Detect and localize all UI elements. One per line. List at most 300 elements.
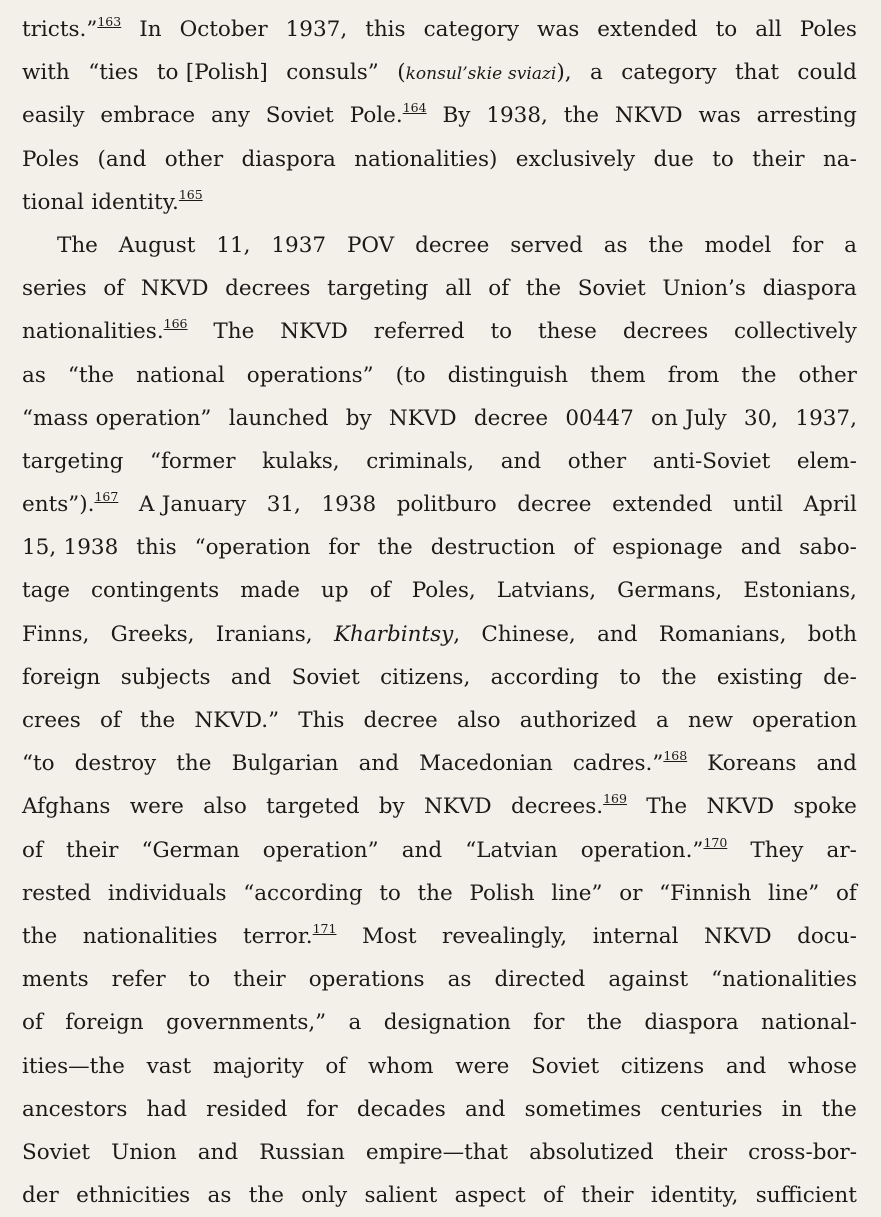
word [465, 829, 557, 872]
word [707, 742, 796, 785]
word [22, 613, 89, 656]
word-text: of [573, 535, 595, 561]
text-line [22, 267, 857, 310]
word [147, 1088, 187, 1131]
word [418, 872, 453, 915]
word [243, 915, 336, 958]
word [748, 1131, 857, 1174]
word [243, 872, 362, 915]
word [768, 872, 819, 915]
word-text: targeting [22, 448, 124, 474]
word [139, 483, 246, 526]
word-text: with [22, 60, 70, 86]
word [688, 699, 733, 742]
word [147, 1045, 192, 1088]
word-text: other [164, 146, 224, 172]
word [533, 1001, 564, 1044]
word [141, 267, 209, 310]
word-text: made [240, 578, 300, 604]
word [491, 656, 599, 699]
word [150, 440, 236, 483]
word-text: targeting [327, 276, 429, 302]
word [75, 742, 157, 785]
word [525, 1088, 642, 1131]
word-text: 1937 [271, 232, 327, 258]
word-text: of [835, 880, 857, 906]
word [412, 569, 476, 612]
word-text: sabo- [799, 535, 857, 561]
word [761, 1001, 857, 1044]
word [346, 397, 372, 440]
word-text: of [22, 837, 43, 863]
word-text: them [590, 362, 646, 388]
word [349, 1001, 362, 1044]
text-line [22, 699, 857, 742]
word [266, 785, 359, 828]
word-text: until [732, 492, 784, 518]
word-text: Greeks, [110, 621, 195, 647]
word [379, 872, 401, 915]
word-text: easily [22, 103, 85, 129]
word-text: operation.” [580, 837, 704, 863]
word-text: 1938, [486, 103, 548, 129]
word-text: exclusively [515, 146, 636, 172]
word-text: resided [206, 1096, 288, 1122]
word-text: was [536, 17, 580, 42]
text-line [22, 829, 857, 872]
word [661, 1088, 763, 1131]
word [195, 526, 311, 569]
word [157, 51, 268, 94]
word [66, 829, 118, 872]
word-text: operation [752, 708, 857, 733]
word-text: Romanians, [658, 621, 787, 647]
word [65, 1001, 143, 1044]
word [797, 51, 856, 94]
word-text: whom [367, 1053, 434, 1079]
footnote-marker[interactable]: 169 [603, 791, 627, 807]
footnote-marker[interactable]: 168 [663, 748, 688, 764]
word [139, 8, 161, 51]
word [717, 656, 803, 699]
word-text: citizens [620, 1053, 705, 1079]
word-text: embrace [100, 103, 196, 129]
word [619, 656, 641, 699]
word [757, 94, 857, 137]
text-line [22, 742, 857, 785]
word [486, 94, 548, 137]
word-text: revealingly, [442, 923, 568, 949]
word-text: criminals, [366, 448, 475, 474]
word [782, 1088, 803, 1131]
word-text: diaspora [644, 1010, 739, 1036]
text-line [22, 613, 857, 656]
word [325, 1045, 346, 1088]
word [469, 872, 534, 915]
footnote-marker[interactable]: 167 [94, 489, 119, 505]
word [22, 483, 118, 526]
word-text: Chinese, [481, 621, 576, 647]
word [654, 138, 694, 181]
word-text: empire—that [365, 1139, 509, 1165]
word [646, 785, 687, 828]
text-line [22, 224, 857, 267]
word-text: Polish [469, 880, 535, 906]
word-text: NKVD [280, 319, 348, 345]
text-line [22, 656, 857, 699]
word [365, 8, 405, 51]
word [22, 310, 188, 353]
word-text: NKVD [703, 923, 772, 949]
word [271, 224, 326, 267]
word [259, 1131, 345, 1174]
text-line [22, 310, 857, 353]
word-text: NKVD.” [194, 708, 280, 733]
word-text: and [740, 535, 782, 561]
word [581, 1174, 633, 1217]
word-text: cross-bor- [748, 1139, 857, 1165]
word-text: ar- [826, 837, 857, 863]
word-text: destruction [430, 535, 556, 561]
word-text: series [22, 276, 87, 302]
word-text: by [345, 405, 372, 431]
word-text: governments,” [166, 1010, 327, 1036]
word-text: for [306, 1096, 338, 1122]
footnote-marker[interactable]: 164 [402, 100, 427, 116]
word-text: ities—the [22, 1053, 125, 1079]
word-text: Finns, [22, 621, 90, 647]
word [141, 829, 239, 872]
word-text: By [442, 103, 471, 129]
word [823, 656, 857, 699]
word [189, 958, 211, 1001]
word [366, 1131, 508, 1174]
footnote-marker[interactable]: 165 [178, 186, 203, 202]
footnote-marker[interactable]: 170 [703, 834, 728, 850]
word [397, 483, 497, 526]
word [615, 94, 683, 137]
word-text: nationalities. [22, 319, 164, 345]
word [22, 872, 91, 915]
word [130, 785, 184, 828]
word [590, 354, 646, 397]
word-text: individuals [107, 880, 227, 906]
word-text: 00447 [565, 405, 634, 431]
paragraph [22, 8, 857, 224]
word [232, 742, 339, 785]
word [22, 1174, 59, 1217]
word-text: “according [243, 880, 363, 906]
punctuation: , [453, 621, 461, 647]
word [140, 699, 175, 742]
word-text: majority [212, 1053, 304, 1079]
word-text: whose [787, 1053, 857, 1079]
word [22, 742, 55, 785]
word [22, 699, 81, 742]
word-text: de- [823, 664, 857, 690]
word-text: Soviet [291, 664, 360, 690]
word-text: new [688, 708, 733, 733]
footnote-marker[interactable]: 166 [163, 316, 188, 332]
word-text: according [490, 664, 600, 690]
word [516, 138, 635, 181]
word-text: collectively [734, 319, 857, 345]
word-text: The [57, 232, 98, 258]
word-text: for [328, 535, 360, 561]
word-text: or [619, 880, 643, 906]
word [799, 354, 857, 397]
word [788, 1045, 857, 1088]
word [419, 742, 553, 785]
word-text: “Latvian [465, 837, 558, 863]
word-text: referred [373, 319, 465, 345]
word [621, 1045, 704, 1088]
word [22, 397, 211, 440]
word [213, 1045, 304, 1088]
word-text: In [139, 17, 162, 42]
word [704, 915, 772, 958]
word-text: the [140, 708, 176, 733]
word [573, 742, 687, 785]
word [364, 1174, 437, 1217]
word-text: the [176, 751, 212, 777]
word [374, 310, 465, 353]
word [537, 8, 579, 51]
word [22, 526, 118, 569]
word-text: of [542, 1183, 564, 1209]
word [22, 181, 203, 224]
word [357, 1088, 446, 1131]
word [136, 526, 176, 569]
word-text: “nationalities [711, 967, 857, 993]
text-line [22, 1045, 857, 1088]
word [804, 483, 857, 526]
word [823, 138, 857, 181]
word [292, 656, 360, 699]
word [370, 569, 391, 612]
word [194, 699, 279, 742]
word [22, 829, 43, 872]
word-text: 15, 1938 [22, 535, 119, 561]
word-text: docu- [797, 923, 857, 949]
word [415, 224, 489, 267]
text-line [22, 181, 857, 224]
word [216, 224, 250, 267]
word-text: the [821, 1096, 857, 1122]
word [247, 354, 374, 397]
word-text: identity, [650, 1183, 739, 1209]
word-text: Germans, [617, 578, 723, 604]
word [726, 1045, 766, 1088]
word [384, 1001, 511, 1044]
word [844, 224, 857, 267]
word-text: NKVD [614, 103, 683, 129]
word [822, 1088, 857, 1131]
word-text: The [213, 319, 255, 345]
word-text: extended [612, 492, 713, 518]
word [91, 569, 219, 612]
word-text: all [445, 276, 472, 302]
word-text: der [22, 1183, 59, 1209]
word [564, 94, 599, 137]
word-text: decrees [622, 319, 709, 345]
word [442, 915, 567, 958]
word-text: national- [761, 1010, 857, 1036]
word-text: spoke [793, 794, 857, 820]
word [242, 138, 336, 181]
text-line [22, 51, 857, 94]
word-text: other [798, 362, 857, 388]
word [229, 397, 329, 440]
word-text: Soviet [22, 1139, 91, 1165]
word-text: anti-Soviet [652, 448, 771, 474]
word-text: decree [363, 708, 438, 733]
word-text: to [712, 146, 734, 172]
word [698, 94, 740, 137]
word-text: Latvians, [496, 578, 597, 604]
word-text: the [661, 664, 697, 690]
word-text: this [136, 535, 177, 561]
text-line [22, 354, 857, 397]
word [165, 138, 223, 181]
word [402, 829, 442, 872]
word-text: nationalities [82, 923, 218, 949]
word [593, 915, 679, 958]
text-line [22, 915, 857, 958]
word-text: “former [149, 448, 236, 474]
word [488, 267, 509, 310]
word [380, 656, 470, 699]
text-line [22, 1174, 857, 1217]
word-text: NKVD [140, 276, 209, 302]
word-text: their [66, 837, 119, 863]
word [733, 483, 783, 526]
word [198, 1131, 238, 1174]
word [587, 1001, 622, 1044]
word [734, 310, 857, 353]
word [448, 958, 472, 1001]
word-text: citizens, [380, 664, 471, 690]
word-text: crees [22, 708, 81, 733]
word-text: the [741, 362, 777, 388]
word-text: decree [473, 405, 549, 431]
word-text: absolutized [529, 1139, 654, 1165]
word [362, 915, 417, 958]
word-text: Soviet [265, 103, 334, 129]
word-text: rested [22, 880, 92, 906]
word-text: salient [364, 1183, 438, 1209]
text-line [22, 872, 857, 915]
word [590, 51, 603, 94]
word-text: 1938 [321, 492, 377, 518]
text-line [22, 958, 857, 1001]
word [180, 8, 268, 51]
word-text: nationalities) [354, 146, 498, 172]
word [661, 656, 696, 699]
word-text: targeted [266, 794, 360, 820]
word-text: model [704, 232, 772, 258]
word-text: (to [395, 362, 426, 388]
word [22, 8, 121, 51]
word-text: to [490, 319, 513, 345]
word-text: this [365, 17, 406, 42]
word-text: na- [822, 146, 857, 172]
italic-term: konsul’skie sviazi [405, 64, 557, 85]
word [743, 569, 857, 612]
word [711, 958, 857, 1001]
word [366, 440, 474, 483]
word [57, 224, 98, 267]
footnote-marker[interactable]: 163 [97, 14, 122, 29]
word [597, 613, 637, 656]
word-text: destroy [74, 751, 157, 777]
word [604, 224, 628, 267]
word-text: extended [597, 17, 698, 42]
word-text: also [203, 794, 247, 820]
italic-term: Kharbintsy [333, 621, 454, 647]
word-text: consuls” [286, 60, 379, 86]
word-text: a [656, 708, 669, 733]
word [368, 1045, 434, 1088]
word-text: Union [111, 1139, 177, 1165]
word [22, 785, 110, 828]
word-text: Soviet [577, 276, 646, 302]
word [111, 1131, 177, 1174]
word [111, 613, 195, 656]
word-text: NKVD [706, 794, 775, 820]
word-text: that [735, 60, 779, 86]
word [543, 1174, 564, 1217]
word-text: politburo [396, 492, 497, 518]
word [755, 8, 782, 51]
word [675, 1131, 727, 1174]
word [501, 440, 541, 483]
footnote-marker[interactable]: 171 [312, 920, 337, 936]
word-text: decrees. [510, 794, 604, 820]
word-text: to [715, 17, 738, 42]
word [103, 267, 124, 310]
word [389, 397, 457, 440]
word-text: and [358, 751, 400, 777]
word [22, 1088, 127, 1131]
word-text: launched [228, 405, 329, 431]
word-text: centuries [660, 1096, 763, 1122]
word-text: was [698, 103, 741, 129]
word [827, 829, 857, 872]
word [623, 310, 708, 353]
word-text: Macedonian [419, 751, 553, 777]
word [22, 958, 89, 1001]
word [808, 613, 857, 656]
word [225, 267, 310, 310]
word-text: ancestors [22, 1096, 128, 1122]
word-text: to [188, 967, 211, 993]
word-text: Most [361, 923, 417, 949]
word [526, 267, 561, 310]
word-text: Afghans [22, 794, 111, 820]
word-text: all [755, 17, 782, 42]
word [568, 440, 626, 483]
word [424, 8, 519, 51]
word-text: internal [592, 923, 679, 949]
text-line [22, 397, 857, 440]
word [22, 1045, 125, 1088]
word-text: and [401, 837, 443, 863]
word [617, 569, 722, 612]
word-text: had [146, 1096, 187, 1122]
word [716, 8, 738, 51]
word-text: tage [22, 578, 70, 604]
